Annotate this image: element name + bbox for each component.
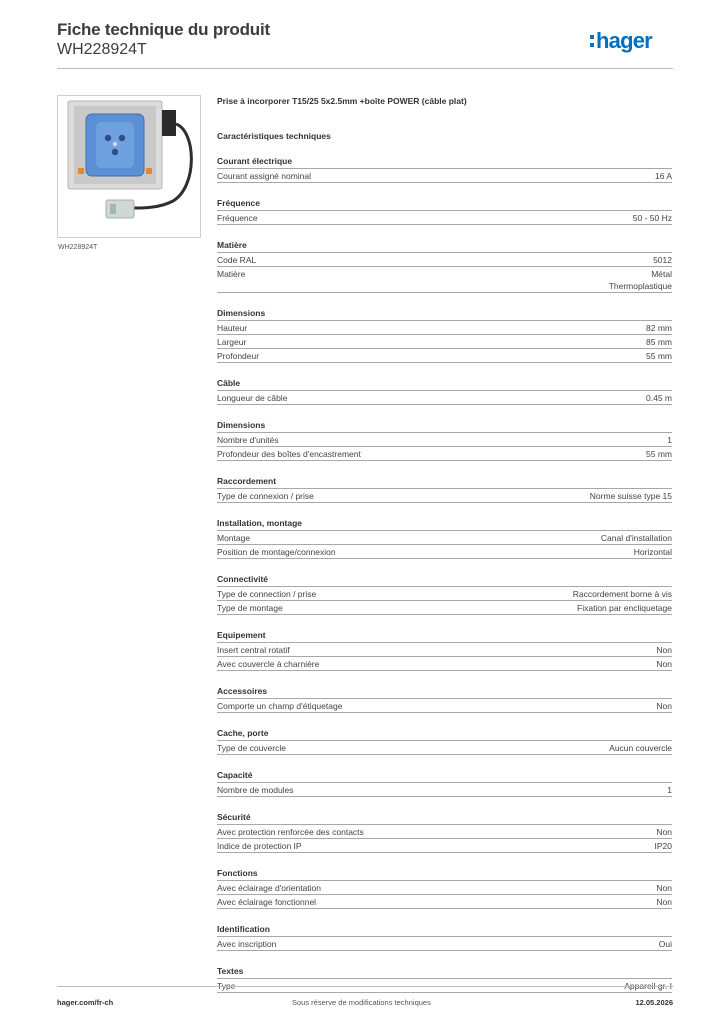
section-title: Matière bbox=[217, 239, 672, 253]
spec-row bbox=[217, 335, 672, 349]
section-title: Fonctions bbox=[217, 867, 672, 881]
spec-row bbox=[217, 349, 672, 363]
spec-section bbox=[217, 727, 672, 755]
spec-label: Type de montage bbox=[217, 603, 283, 613]
spec-value: Norme suisse type 15 bbox=[589, 491, 672, 501]
spec-label: Fréquence bbox=[217, 213, 258, 223]
spec-section bbox=[217, 923, 672, 951]
section-title: Connectivité bbox=[217, 573, 672, 587]
spec-row bbox=[217, 391, 672, 405]
spec-row bbox=[217, 643, 672, 657]
spec-value: 50 - 50 Hz bbox=[632, 213, 672, 223]
spec-label: Nombre de modules bbox=[217, 785, 294, 795]
spec-label: Profondeur des boîtes d'encastrement bbox=[217, 449, 361, 459]
section-title: Accessoires bbox=[217, 685, 672, 699]
spec-value: Oui bbox=[658, 939, 672, 949]
section-title: Textes bbox=[217, 965, 672, 979]
section-title: Dimensions bbox=[217, 419, 672, 433]
spec-value: Appareil gr. I bbox=[624, 981, 672, 991]
spec-section bbox=[217, 307, 672, 363]
spec-value-line: Métal bbox=[651, 269, 672, 279]
section-title: Dimensions bbox=[217, 307, 672, 321]
spec-label: Matière bbox=[217, 269, 246, 279]
spec-value: Non bbox=[656, 645, 672, 655]
spec-value: Non bbox=[656, 701, 672, 711]
spec-label: Type de connexion / prise bbox=[217, 491, 314, 501]
spec-value: Non bbox=[656, 659, 672, 669]
spec-row bbox=[217, 587, 672, 601]
spec-label: Type de connection / prise bbox=[217, 589, 317, 599]
section-title: Equipement bbox=[217, 629, 672, 643]
page-title: Fiche technique du produit bbox=[57, 20, 270, 39]
spec-label: Indice de protection IP bbox=[217, 841, 302, 851]
tech-heading: Caractéristiques techniques bbox=[217, 131, 331, 141]
spec-label: Longueur de câble bbox=[217, 393, 288, 403]
section-title: Courant électrique bbox=[217, 155, 672, 169]
spec-label: Profondeur bbox=[217, 351, 260, 361]
footer-website-link[interactable]: hager.com/fr-ch bbox=[57, 998, 114, 1007]
spec-section bbox=[217, 517, 672, 559]
spec-label: Comporte un champ d'étiquetage bbox=[217, 701, 343, 711]
spec-label: Position de montage/connexion bbox=[217, 547, 336, 557]
spec-label: Avec inscription bbox=[217, 939, 277, 949]
section-title: Installation, montage bbox=[217, 517, 672, 531]
spec-label: Montage bbox=[217, 533, 251, 543]
spec-value-line: Thermoplastique bbox=[608, 281, 672, 291]
spec-row bbox=[217, 545, 672, 559]
spec-row bbox=[217, 699, 672, 713]
spec-value: Non bbox=[656, 827, 672, 837]
spec-section bbox=[217, 965, 672, 993]
product-title: Prise à incorporer T15/25 5x2.5mm +boîte POWER (câble plat) bbox=[217, 96, 467, 106]
spec-value: IP20 bbox=[654, 841, 672, 851]
page-footer bbox=[57, 994, 673, 1008]
section-title: Câble bbox=[217, 377, 672, 391]
spec-row bbox=[217, 267, 672, 293]
spec-section bbox=[217, 769, 672, 797]
spec-section bbox=[217, 239, 672, 293]
spec-row bbox=[217, 253, 672, 267]
spec-section bbox=[217, 685, 672, 713]
spec-row bbox=[217, 601, 672, 615]
spec-value bbox=[609, 268, 672, 292]
section-title: Identification bbox=[217, 923, 672, 937]
spec-row bbox=[217, 783, 672, 797]
footer-disclaimer: Sous réserve de modifications techniques bbox=[292, 998, 431, 1007]
spec-value: 0.45 m bbox=[646, 393, 672, 403]
page-header bbox=[57, 20, 673, 70]
spec-row bbox=[217, 489, 672, 503]
spec-row bbox=[217, 741, 672, 755]
spec-section bbox=[217, 197, 672, 225]
header-divider bbox=[57, 68, 673, 69]
spec-value: 55 mm bbox=[646, 351, 672, 361]
spec-value: Canal d'installation bbox=[600, 533, 672, 543]
spec-row bbox=[217, 839, 672, 853]
spec-label: Courant assigné nominal bbox=[217, 171, 312, 181]
spec-label: Code RAL bbox=[217, 255, 257, 265]
section-title: Capacité bbox=[217, 769, 672, 783]
spec-section bbox=[217, 573, 672, 615]
spec-value: Non bbox=[656, 897, 672, 907]
spec-section bbox=[217, 155, 672, 183]
spec-label: Hauteur bbox=[217, 323, 248, 333]
spec-sections bbox=[217, 155, 672, 993]
spec-label: Type de couvercle bbox=[217, 743, 286, 753]
spec-row bbox=[217, 895, 672, 909]
spec-value: 1 bbox=[667, 785, 672, 795]
spec-value: 82 mm bbox=[646, 323, 672, 333]
spec-content bbox=[217, 96, 672, 993]
spec-row bbox=[217, 657, 672, 671]
spec-row bbox=[217, 937, 672, 951]
product-reference: WH228924T bbox=[57, 41, 147, 58]
spec-label: Largeur bbox=[217, 337, 247, 347]
spec-section bbox=[217, 419, 672, 461]
product-image bbox=[57, 95, 201, 238]
spec-section bbox=[217, 377, 672, 405]
section-title: Sécurité bbox=[217, 811, 672, 825]
section-title: Cache, porte bbox=[217, 727, 672, 741]
spec-value: 1 bbox=[667, 435, 672, 445]
spec-label: Nombre d'unités bbox=[217, 435, 279, 445]
spec-section bbox=[217, 475, 672, 503]
spec-section bbox=[217, 811, 672, 853]
spec-value: 55 mm bbox=[646, 449, 672, 459]
spec-value: Non bbox=[656, 883, 672, 893]
section-title: Raccordement bbox=[217, 475, 672, 489]
spec-value: 16 A bbox=[654, 171, 672, 181]
spec-value: Raccordement borne à vis bbox=[572, 589, 672, 599]
section-title: Fréquence bbox=[217, 197, 672, 211]
spec-value: 85 mm bbox=[646, 337, 672, 347]
spec-section bbox=[217, 629, 672, 671]
spec-label: Insert central rotatif bbox=[217, 645, 290, 655]
spec-label: Avec protection renforcée des contacts bbox=[217, 827, 364, 837]
spec-row bbox=[217, 531, 672, 545]
spec-section bbox=[217, 867, 672, 909]
spec-row bbox=[217, 881, 672, 895]
spec-label: Avec couvercle à charnière bbox=[217, 659, 320, 669]
footer-date: 12.05.2026 bbox=[635, 998, 673, 1007]
spec-row bbox=[217, 433, 672, 447]
spec-value: Horizontal bbox=[633, 547, 672, 557]
spec-label: Avec éclairage d'orientation bbox=[217, 883, 322, 893]
hager-logo bbox=[589, 26, 673, 56]
spec-row bbox=[217, 825, 672, 839]
spec-label: Type bbox=[217, 981, 236, 991]
spec-row bbox=[217, 211, 672, 225]
spec-label: Avec éclairage fonctionnel bbox=[217, 897, 317, 907]
image-caption: WH228924T bbox=[58, 244, 98, 251]
spec-value: Aucun couvercle bbox=[609, 743, 672, 753]
spec-row bbox=[217, 169, 672, 183]
footer-divider bbox=[57, 986, 673, 987]
logo-text: hager bbox=[596, 28, 652, 53]
spec-row bbox=[217, 321, 672, 335]
spec-row bbox=[217, 447, 672, 461]
spec-value: Fixation par encliquetage bbox=[577, 603, 672, 613]
spec-value: 5012 bbox=[653, 255, 672, 265]
